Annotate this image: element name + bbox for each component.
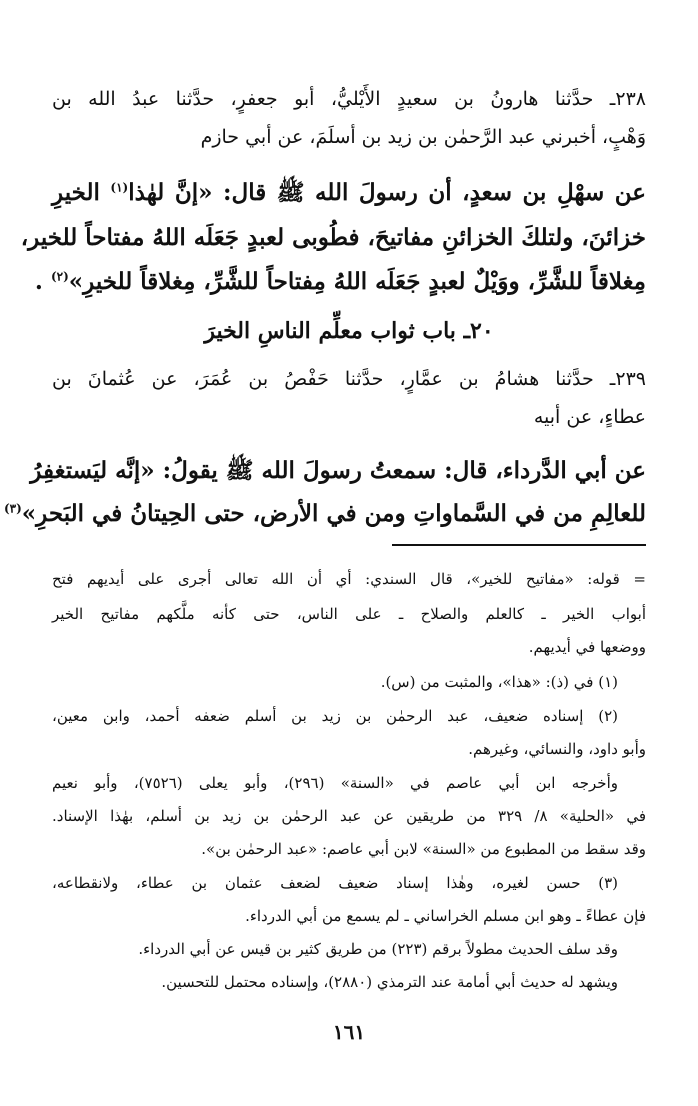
footnote-continuation-line-2: أبواب الخير ـ كالعلم والصلاح ـ على الناس، حتى كأنه ملَّكهم مفاتيح الخير	[52, 605, 646, 623]
footnote-marker-3[interactable]: (٣)	[3, 501, 22, 516]
footnote-marker-1[interactable]: (١)	[110, 180, 129, 195]
page-number: ١٦١	[332, 1020, 366, 1044]
hadith-238-matn-line-2: خزائنَ، ولتلكَ الخزائنِ مفاتيحَ، فطُوبى لعبدٍ جَعَلَه اللهُ مفتاحاً للخير،	[20, 224, 646, 251]
matn-text-end: الخيرِ	[52, 179, 100, 206]
footnote-continuation-line-1: = قوله: «مفاتيح للخير»، قال السندي: أي أن الله تعالى أجرى على أيديهم فتح	[52, 570, 646, 588]
hadith-239-isnad-line-1: ٢٣٩ـ حدَّثنا هشامُ بن عمَّارٍ، حدَّثنا حَفْصُ بن عُمَرَ، عن عُثمانَ بن	[52, 368, 646, 390]
hadith-238-matn-line-3	[34, 268, 646, 295]
hadith-239-matn-line-2	[3, 500, 646, 527]
footnote-2-line-1: (٢) إسناده ضعيف، عبد الرحمٰن بن زيد بن أسلم ضعفه أحمد، وابن معين،	[52, 707, 618, 725]
footnote-3-line-2: فإن عطاءً ـ وهو ابن مسلم الخراساني ـ لم يسمع من أبي الدرداء.	[245, 907, 646, 925]
footnote-3-line-3: وقد سلف الحديث مطولاً برقم (٢٢٣) من طريق كثير بن قيس عن أبي الدرداء.	[138, 940, 618, 958]
hadith-238-matn-line-1	[52, 178, 646, 212]
footnote-divider	[392, 544, 646, 546]
footnote-2-line-2: وأبو داود، والنسائي، وغيرهم.	[468, 740, 646, 758]
hadith-238-isnad-line-2: وَهْبٍ، أخبرني عبد الرَّحمٰن بن زيد بن أسلَمَ، عن أبي حازم	[200, 126, 646, 148]
chapter-heading: ٢٠ـ باب ثواب معلِّم الناسِ الخيرَ	[204, 318, 494, 344]
hadith-239-matn-line-1: عن أبي الدَّرداء، قال: سمعتُ رسولَ الله ﷺ يقولُ: «إنَّه ليَستغفِرُ	[30, 457, 646, 484]
footnote-3-line-1: (٣) حسن لغيره، وهٰذا إسناد ضعيف لضعف عثمان بن عطاء، ولانقطاعه،	[52, 874, 618, 892]
hadith-239-isnad-line-2: عطاءٍ، عن أبيه	[533, 406, 646, 428]
footnote-1: (١) في (ذ): «هذا»، والمثبت من (س).	[380, 673, 618, 691]
matn-text: مِغلاقاً للشَّرِّ، ووَيْلٌ لعبدٍ جَعَلَه اللهُ مِفتاحاً للشَّرِّ، مِغلاقاً للخيرِ»	[68, 268, 646, 295]
footnote-2-line-3: وأخرجه ابن أبي عاصم في «السنة» (٢٩٦)، وأبو يعلى (٧٥٢٦)، وأبو نعيم	[52, 774, 618, 792]
footnote-2-line-5: وقد سقط من المطبوع من «السنة» لابن أبي عاصم: «عبد الرحمٰن بن».	[201, 840, 646, 858]
footnote-marker-2[interactable]: (٢)	[50, 269, 69, 284]
footnote-2-line-4: في «الحلية» ٨/ ٣٢٩ من طريقين عن عبد الرحمٰن بن زيد بن أسلم، بهٰذا الإسناد.	[52, 807, 646, 825]
footnote-3-line-4: ويشهد له حديث أبي أمامة عند الترمذي (٢٨٨٠)، وإسناده محتمل للتحسين.	[161, 973, 618, 991]
hadith-238-isnad-line-1: ٢٣٨ـ حدَّثنا هارونُ بن سعيدٍ الأَيْليُّ، أبو جعفرٍ، حدَّثنا عبدُ الله بن	[52, 88, 646, 110]
matn-text: للعالِمِ من في السَّماواتِ ومن في الأرض، حتى الحِيتانُ في البَحرِ»	[21, 500, 646, 527]
footnote-continuation-line-3: ووضعها في أيديهم.	[528, 638, 646, 656]
matn-text: عن سهْلِ بن سعدٍ، أن رسولَ الله ﷺ قال: «إنَّ لهٰذا	[128, 179, 646, 206]
matn-text-end: .	[34, 268, 43, 295]
